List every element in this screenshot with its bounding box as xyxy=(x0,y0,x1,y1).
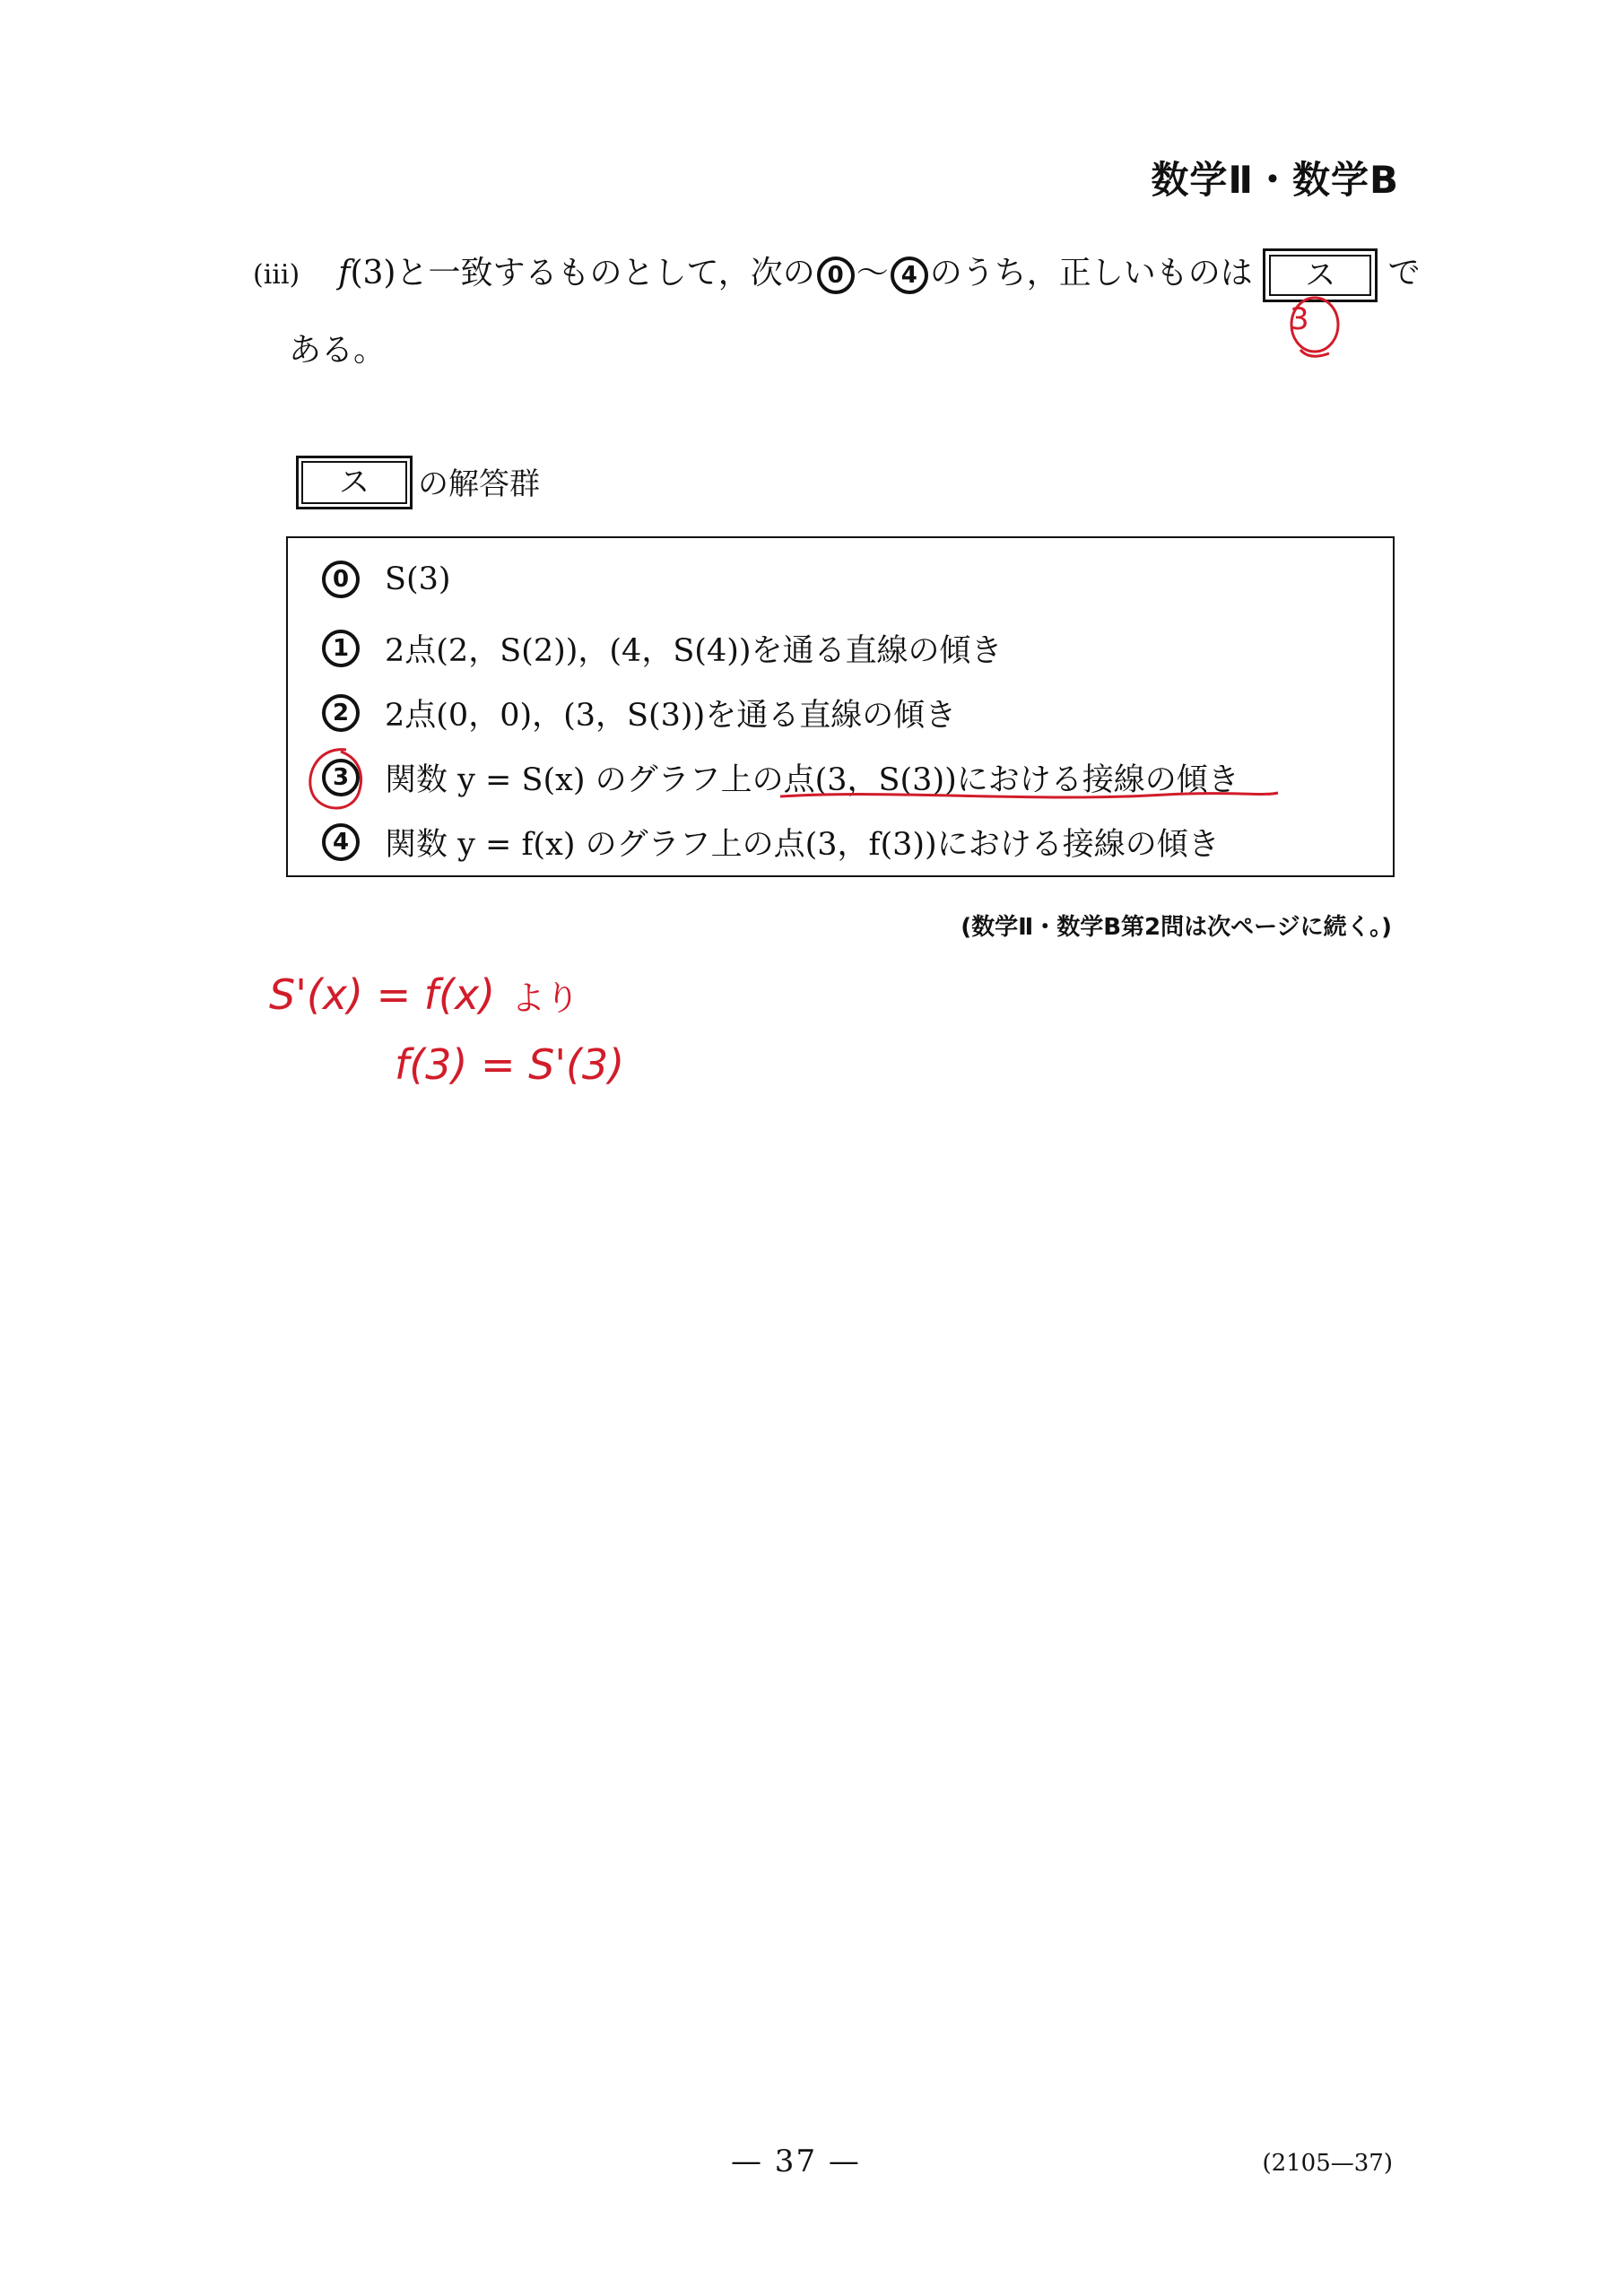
option-3-circle-mark xyxy=(310,750,361,808)
question-text-1: と一致するものとして，次の xyxy=(396,255,815,291)
handwritten-answer: 3 xyxy=(1290,301,1309,337)
option-number: 0 xyxy=(322,561,360,598)
option-text: S(3) xyxy=(385,561,451,597)
option-number: 3 xyxy=(322,759,360,796)
exam-code: (2105—37) xyxy=(1262,2150,1393,2177)
handwritten-line-2: f(3) = S'(3) xyxy=(395,1040,625,1089)
handwritten-line-1: S'(x) = f(x) xyxy=(269,970,496,1019)
question-text-3: で xyxy=(1387,255,1421,291)
page-number: — 37 — xyxy=(731,2144,861,2179)
question-label: (iii) xyxy=(253,259,300,291)
question-text-4: ある。 xyxy=(289,332,387,369)
answer-group-label: の解答群 xyxy=(418,466,540,502)
answer-group-box-label: ス xyxy=(301,461,407,504)
question-text-2: のうち，正しいものは xyxy=(929,255,1253,291)
question-function: f xyxy=(338,255,351,291)
tilde: ～ xyxy=(856,255,889,291)
range-end-marker: 4 xyxy=(891,257,928,294)
option-text: 関数 y = S(x) のグラフ上の点(3，S(3))における接線の傾き xyxy=(385,762,1239,798)
range-start-marker: 0 xyxy=(817,257,855,294)
answer-blank-label: ス xyxy=(1269,255,1371,296)
handwritten-line-1-suffix: より xyxy=(511,978,580,1018)
continuation-note: (数学Ⅱ・数学B第2問は次ページに続く。) xyxy=(961,914,1392,941)
option-number: 4 xyxy=(322,823,360,861)
option-number: 2 xyxy=(322,694,360,732)
option-text: 関数 y = f(x) のグラフ上の点(3，f(3))における接線の傾き xyxy=(385,827,1220,863)
question-argument: (3) xyxy=(350,255,396,291)
option-number: 1 xyxy=(322,630,360,667)
option-text: 2点(0，0)，(3，S(3))を通る直線の傾き xyxy=(385,698,957,734)
option-3-underline xyxy=(780,793,1278,797)
option-text: 2点(2，S(2))，(4，S(4))を通る直線の傾き xyxy=(385,633,1003,669)
page-title: 数学Ⅱ・数学B xyxy=(1151,158,1399,202)
